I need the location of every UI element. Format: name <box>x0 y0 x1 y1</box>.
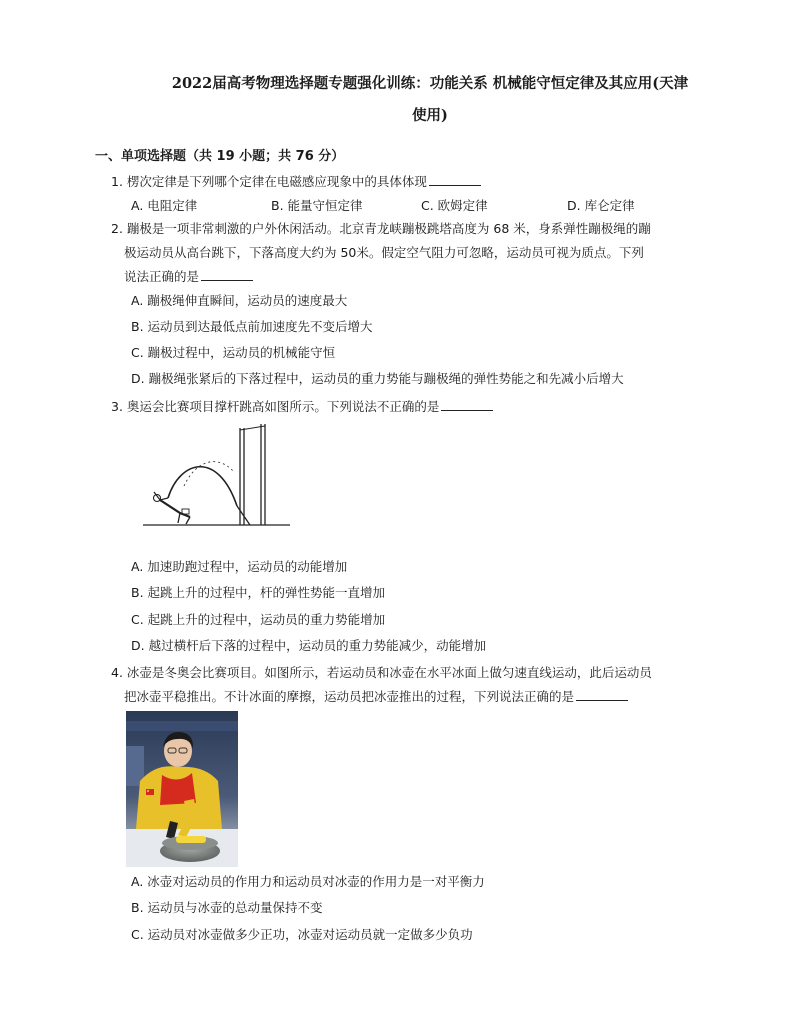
banner <box>126 721 238 731</box>
question-1-stem-text: 1. 楞次定律是下列哪个定律在电磁感应现象中的具体体现 <box>111 174 427 189</box>
question-3-option-b: B. 起跳上升的过程中，杆的弹性势能一直增加 <box>131 585 386 600</box>
section-heading: 一、单项选择题（共 19 小题；共 76 分） <box>95 149 345 164</box>
curling-photo <box>126 711 238 867</box>
answer-blank <box>201 268 253 281</box>
question-1-option-d: D. 库仑定律 <box>567 198 635 213</box>
question-4-option-b: B. 运动员与冰壶的总动量保持不变 <box>131 900 323 915</box>
question-2-option-a: A. 蹦极绳伸直瞬间，运动员的速度最大 <box>131 293 348 308</box>
vaulter-body <box>160 500 190 517</box>
vaulter-arms <box>154 492 168 500</box>
question-2-stem-line-1: 2. 蹦极是一项非常刺激的户外休闲活动。北京青龙峡蹦极跳塔高度为 68 米，身系弹性蹦极绳的蹦 <box>111 221 651 236</box>
bent-pole <box>168 467 237 506</box>
question-4-option-c: C. 运动员对冰壶做多少正功，冰壶对运动员就一定做多少负功 <box>131 927 473 942</box>
question-1-option-a: A. 电阻定律 <box>131 198 198 213</box>
trajectory <box>184 462 234 486</box>
question-2-stem-line-3 <box>124 268 253 286</box>
document-title-line-1: 2022届高考物理选择题专题强化训练：功能关系 机械能守恒定律及其应用(天津 <box>171 75 689 92</box>
curling-athlete-image <box>126 711 238 867</box>
pole-vault-figure <box>140 420 305 540</box>
question-2-option-c: C. 蹦极过程中，运动员的机械能守恒 <box>131 345 336 360</box>
question-4-stem-line-1: 4. 冰壶是冬奥会比赛项目。如图所示，若运动员和冰壶在水平冰面上做匀速直线运动，此后运动员 <box>111 665 652 680</box>
document-title-line-2: 使用) <box>412 107 448 124</box>
question-3-stem <box>111 398 493 416</box>
question-1-option-b: B. 能量守恒定律 <box>271 198 363 213</box>
answer-blank <box>576 688 628 701</box>
question-3-option-d: D. 越过横杆后下落的过程中，运动员的重力势能减少，动能增加 <box>131 638 487 653</box>
question-4-stem-text: 把冰壶平稳推出。不计冰面的摩擦，运动员把冰壶推出的过程，下列说法正确的是 <box>124 689 575 704</box>
answer-blank <box>429 173 481 186</box>
question-2-option-d: D. 蹦极绳张紧后的下落过程中，运动员的重力势能与蹦极绳的弹性势能之和先减小后增大 <box>131 371 624 386</box>
answer-blank <box>441 398 493 411</box>
question-3-option-c: C. 起跳上升的过程中，运动员的重力势能增加 <box>131 612 386 627</box>
question-1-option-c: C. 欧姆定律 <box>421 198 488 213</box>
question-2-option-b: B. 运动员到达最低点前加速度先不变后增大 <box>131 319 373 334</box>
question-4-stem-line-2 <box>124 688 628 706</box>
question-3-stem-text: 3. 奥运会比赛项目撑杆跳高如图所示。下列说法不正确的是 <box>111 399 440 414</box>
flag-star <box>147 790 149 792</box>
question-4-option-a: A. 冰壶对运动员的作用力和运动员对冰壶的作用力是一对平衡力 <box>131 874 485 889</box>
question-3-option-a: A. 加速助跑过程中，运动员的动能增加 <box>131 559 348 574</box>
question-2-stem-text: 说法正确的是 <box>124 269 200 284</box>
question-1-stem <box>111 173 481 191</box>
stone-handle <box>176 836 206 843</box>
question-2-stem-line-2: 极运动员从高台跳下，下落高度大约为 50米。假定空气阻力可忽略，运动员可视为质点。下列 <box>124 245 644 260</box>
flag-patch <box>146 789 154 795</box>
